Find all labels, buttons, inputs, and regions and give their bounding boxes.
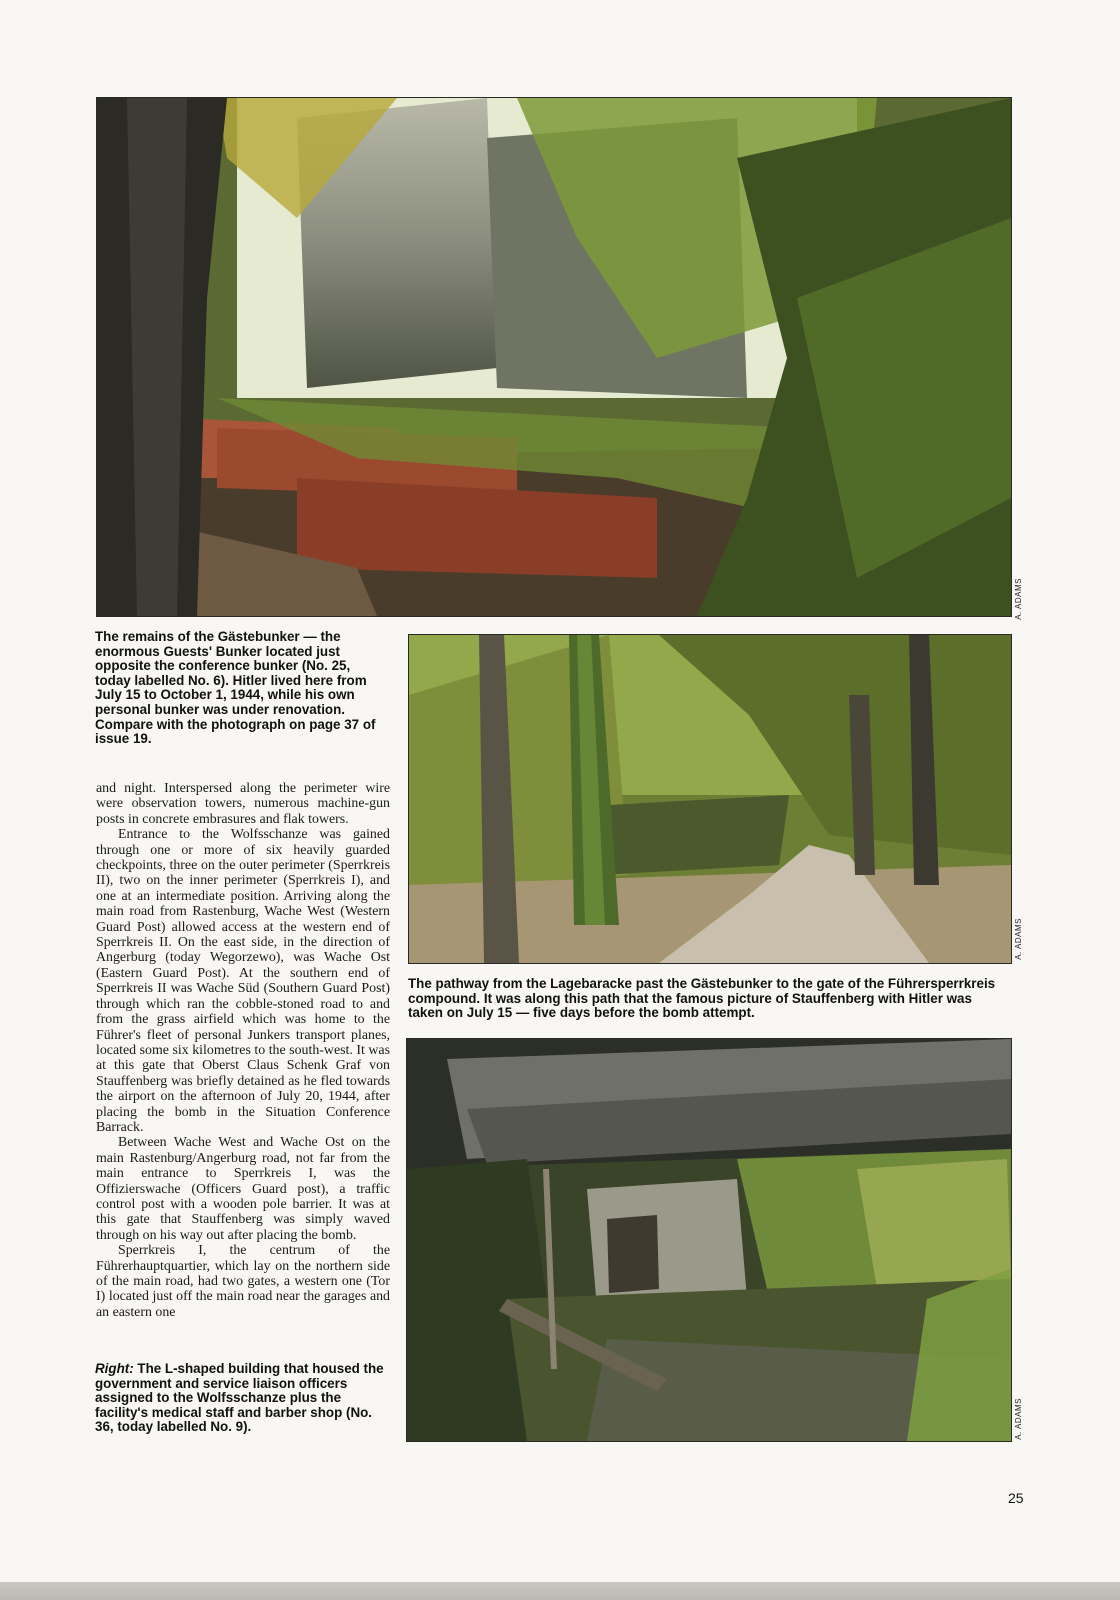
- article-body: [96, 781, 390, 1320]
- photo-guests-bunker: [96, 97, 1012, 617]
- guests-bunker-image: [97, 98, 1011, 616]
- page-bottom-edge: [0, 1582, 1120, 1600]
- caption-direction: Right:: [95, 1361, 134, 1376]
- caption-pathway: The pathway from the Lagebaracke past the Gästebunker to the gate of the Führersperrkreis compound. It was along this path that the famous picture of Stauffenberg with Hitler was taken on July 15 — five days before the bomb attempt.: [408, 976, 996, 1021]
- body-paragraph: Entrance to the Wolfsschanze was gained through one or more of six heavily guarded checkpoints, three on the outer perimeter (Sperrkreis II), two on the inner perimeter (Sperrkreis I), and one at an intermediate position. Arriving along the main road from Rastenburg, Wache West (Western Guard Post) allowed access at the western end of Sperrkreis II. On the east side, in the direction of Angerburg (today Wegorzewo), was Wache Ost (Eastern Guard Post). At the southern end of Sperrkreis II was Wache Süd (Southern Guard Post) through which ran the cobble-stoned road to and from the grass airfield which was home to the Führer's fleet of personal Junkers transport planes, located some six kilometres to the south-west. It was at this gate that Oberst Claus Schenk Graf von Stauffenberg was briefly detained as he fled towards the airport on the afternoon of July 20, 1944, after placing the bomb in the Situation Conference Barrack.: [96, 827, 390, 1135]
- pathway-image: [409, 635, 1011, 963]
- page-number: 25: [1008, 1490, 1024, 1506]
- photo-credit: A. ADAMS: [1014, 1398, 1023, 1440]
- photo-pathway: [408, 634, 1012, 964]
- caption-l-shaped-building: [95, 1362, 386, 1435]
- caption-text: The L-shaped building that housed the government and service liaison officers assigned to the Wolfsschanze plus the facility's medical staff and barber shop (No. 36, today labelled No. 9).: [95, 1361, 384, 1435]
- body-paragraph: and night. Interspersed along the perimeter wire were observation towers, numerous machine-gun posts in concrete embrasures and flak towers.: [96, 781, 390, 827]
- photo-l-shaped-building: [406, 1038, 1012, 1442]
- l-shaped-building-image: [407, 1039, 1011, 1441]
- photo-credit: A. ADAMS: [1014, 918, 1023, 960]
- photo-credit: A. ADAMS: [1014, 578, 1023, 620]
- caption-guests-bunker: The remains of the Gästebunker — the enormous Guests' Bunker located just opposite the conference bunker (No. 25, today labelled No. 6). Hitler lived here from July 15 to October 1, 1944, while his own personal bunker was under renovation. Compare with the photograph on page 37 of issue 19.: [95, 629, 376, 747]
- body-paragraph: Between Wache West and Wache Ost on the main Rastenburg/Angerburg road, not far from the main entrance to Sperrkreis I, was the Offizierswache (Officers Guard post), a traffic control post with a wooden pole barrier. It was at this gate that Stauffenberg was simply waved through on his way out after placing the bomb.: [96, 1135, 390, 1243]
- body-paragraph: Sperrkreis I, the centrum of the Führerhauptquartier, which lay on the northern side of the main road, had two gates, a western one (Tor I) located just off the main road near the garages and an eastern one: [96, 1243, 390, 1320]
